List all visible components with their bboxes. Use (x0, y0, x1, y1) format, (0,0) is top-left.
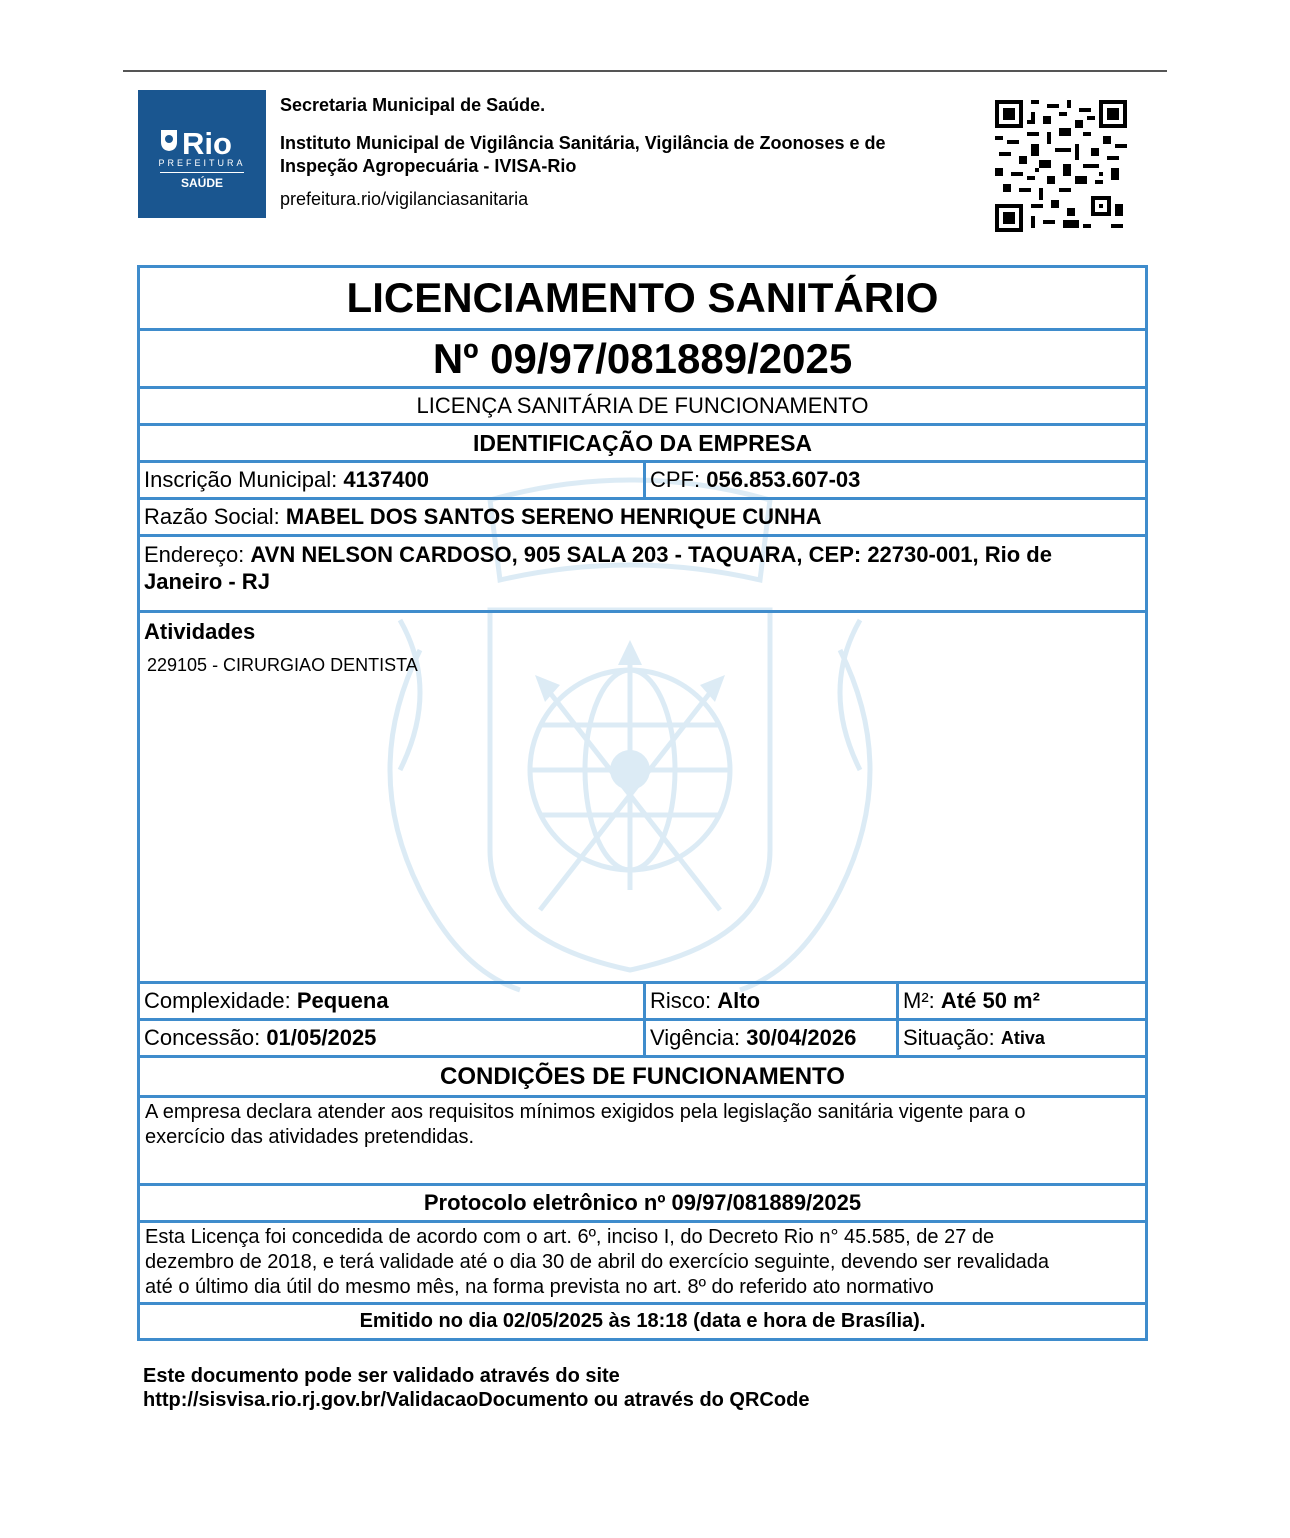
concessao-label: Concessão: (144, 1025, 261, 1050)
complexidade-cell (140, 984, 643, 1018)
site-link[interactable]: prefeitura.rio/vigilanciasanitaria (280, 189, 529, 209)
concessao-row (137, 1021, 1148, 1058)
cpf-cell (646, 463, 864, 497)
m2-cell (899, 984, 1044, 1018)
legal-text-row (137, 1223, 1148, 1305)
protocolo-text: Protocolo eletrônico nº 09/97/081889/2025 (423, 1190, 862, 1215)
endereco-row (137, 537, 1148, 613)
crest-icon (160, 126, 178, 152)
atividades-label: Atividades (144, 619, 256, 644)
situacao-cell (899, 1021, 1049, 1055)
razao-value: MABEL DOS SANTOS SERENO HENRIQUE CUNHA (285, 504, 822, 529)
condicoes-line2: exercício das atividades pretendidas. (145, 1126, 475, 1148)
license-type: LICENÇA SANITÁRIA DE FUNCIONAMENTO (416, 393, 869, 418)
validation-footer (143, 1364, 809, 1412)
m2-value: Até 50 m² (940, 988, 1040, 1013)
razao-row (137, 500, 1148, 537)
vigencia-label: Vigência: (650, 1025, 741, 1050)
instituto-line2: Inspeção Agropecuária - IVISA-Rio (280, 156, 577, 176)
logo-rio-text: Rio (182, 126, 232, 161)
title-row (137, 265, 1148, 331)
vigencia-value: 30/04/2026 (746, 1025, 857, 1050)
risco-label: Risco: (650, 988, 712, 1013)
complexidade-label: Complexidade: (144, 988, 291, 1013)
condicoes-heading: CONDIÇÕES DE FUNCIONAMENTO (440, 1062, 845, 1090)
inscricao-cpf-row (137, 463, 1148, 500)
inscricao-label: Inscrição Municipal: (144, 467, 338, 492)
number-row (137, 331, 1148, 389)
complexidade-value: Pequena (296, 988, 389, 1013)
atividades-row (137, 613, 1148, 984)
legal-line2: dezembro de 2018, e terá validade até o dia 30 de abril do exercício seguinte, devendo ser revalidada (145, 1251, 1049, 1273)
razao-cell (140, 500, 826, 534)
prefeitura-rio-logo (138, 90, 266, 218)
endereco-value-line1: AVN NELSON CARDOSO, 905 SALA 203 - TAQUARA, CEP: 22730-001, Rio de (250, 542, 1052, 567)
concessao-value: 01/05/2025 (266, 1025, 377, 1050)
complexidade-row (137, 984, 1148, 1021)
legal-text (140, 1223, 1054, 1302)
endereco-label: Endereço: (144, 542, 245, 567)
identificacao-header-row (137, 426, 1148, 463)
footer-line1: Este documento pode ser validado através do site (143, 1365, 620, 1387)
condicoes-header-row (137, 1058, 1148, 1098)
emitido-row (137, 1305, 1148, 1341)
document-title: LICENCIAMENTO SANITÁRIO (346, 274, 939, 321)
condicoes-text (140, 1098, 1031, 1152)
condicoes-line1: A empresa declara atender aos requisitos mínimos exigidos pela legislação sanitária vigente para o (145, 1101, 1026, 1123)
m2-label: M²: (903, 988, 935, 1013)
emitido-text: Emitido no dia 02/05/2025 às 18:18 (data e hora de Brasília). (359, 1310, 926, 1332)
top-divider (123, 70, 1167, 72)
logo-prefeitura-text: PREFEITURA (158, 158, 246, 168)
logo-divider (160, 172, 244, 173)
inscricao-cell (140, 463, 643, 497)
vigencia-cell (646, 1021, 896, 1055)
footer-line2[interactable]: http://sisvisa.rio.rj.gov.br/ValidacaoDocumento ou através do QRCode (143, 1389, 810, 1411)
license-type-row (137, 389, 1148, 426)
condicoes-text-row (137, 1098, 1148, 1186)
razao-label: Razão Social: (144, 504, 280, 529)
risco-value: Alto (717, 988, 761, 1013)
identificacao-heading: IDENTIFICAÇÃO DA EMPRESA (472, 429, 813, 456)
license-number: Nº 09/97/081889/2025 (432, 334, 853, 382)
endereco-value-line2: Janeiro - RJ (144, 569, 270, 594)
protocolo-row (137, 1186, 1148, 1223)
atividade-item: 229105 - CIRURGIAO DENTISTA (147, 655, 418, 675)
logo-saude-text: SAÚDE (180, 176, 223, 190)
concessao-cell (140, 1021, 643, 1055)
cpf-label: CPF: (650, 467, 701, 492)
legal-line1: Esta Licença foi concedida de acordo com o art. 6º, inciso I, do Decreto Rio n° 45.585, de 27 de (145, 1226, 995, 1248)
inscricao-value: 4137400 (343, 467, 429, 492)
instituto-line1: Instituto Municipal de Vigilância Sanitária, Vigilância de Zoonoses e de (280, 133, 886, 153)
endereco-cell (144, 541, 1052, 595)
cpf-value: 056.853.607-03 (706, 467, 861, 492)
risco-cell (646, 984, 896, 1018)
qr-code (995, 100, 1127, 232)
situacao-label: Situação: (903, 1025, 995, 1050)
legal-line3: até o último dia útil do mesmo mês, na forma prevista no art. 8º do referido ato normativo (145, 1276, 934, 1298)
license-document (137, 265, 1148, 1341)
situacao-value: Ativa (1000, 1027, 1045, 1048)
secretaria-heading: Secretaria Municipal de Saúde. (280, 95, 546, 115)
